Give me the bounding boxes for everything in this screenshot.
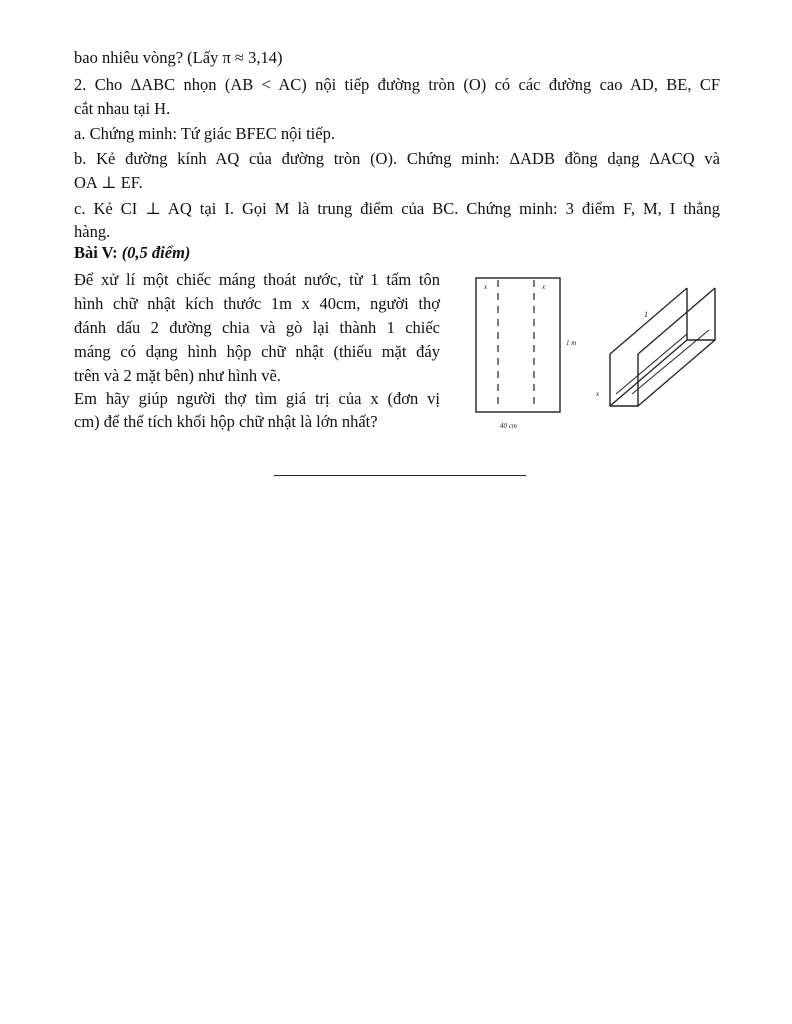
trough-edge-bottom-left [610,340,687,406]
sheet-height-label: 1 m [566,339,577,347]
trough-figure [596,284,726,414]
trough-side-label: x [596,390,600,398]
problem-5-question-line-2: cm) để thể tích khối hộp chữ nhật là lớn nhất? [74,412,378,431]
problem-5-question-line-1: Em hãy giúp người thợ tìm giá trị của x (đơn vị [74,389,440,408]
question-2b-line-2: OA ⊥ EF. [74,173,143,192]
sheet-label-left-x: x [484,283,488,291]
problem-5-title: Bài V: [74,243,118,262]
question-2b-line-1: b. Kẻ đường kính AQ của đường tròn (O). Chứng minh: ΔADB đồng dạng ΔACQ và [74,149,720,168]
metal-sheet-outline [476,278,560,412]
sheet-label-right-x: x [542,283,546,291]
trough-front-profile [610,354,638,406]
sheet-width-label: 40 cm [500,422,517,430]
problem-5-body-line-4: máng có dạng hình hộp chữ nhật (thiếu mặt đáy [74,342,440,361]
question-2a: a. Chứng minh: Tứ giác BFEC nội tiếp. [74,124,335,143]
problem-5-heading [74,243,190,263]
question-2c-line-2: hàng. [74,222,111,241]
problem-5-body-line-1: Để xử lí một chiếc máng thoát nước, từ 1 tấm tôn [74,270,440,289]
problem-5-body-line-2: hình chữ nhật kích thước 1m x 40cm, người thợ [74,294,440,313]
question-2-line-1: 2. Cho ΔABC nhọn (AB < AC) nội tiếp đường tròn (O) có các đường cao AD, BE, CF [74,75,720,94]
text-line-pi-approx: bao nhiêu vòng? (Lấy π ≈ 3,14) [74,48,283,67]
problem-5-body-line-5: trên và 2 mặt bên) như hình vẽ. [74,366,281,385]
trough-edge-top-right [638,288,715,354]
trough-edge-bottom-right [638,340,715,406]
trough-inner-fold-right [632,330,709,394]
question-2c-line-1: c. Kẻ CI ⊥ AQ tại I. Gọi M là trung điểm của BC. Chứng minh: 3 điểm F, M, I thẳng [74,199,720,218]
end-of-exam-divider [274,475,526,476]
trough-length-label: 1 [644,310,648,319]
problem-5-body-line-3: đánh dấu 2 đường chia và gò lại thành 1 chiếc [74,318,440,337]
trough-back-profile [687,288,715,340]
problem-5-points: (0,5 điểm) [121,243,191,262]
metal-sheet-figure [470,272,590,434]
question-2-line-2: cắt nhau tại H. [74,99,171,118]
